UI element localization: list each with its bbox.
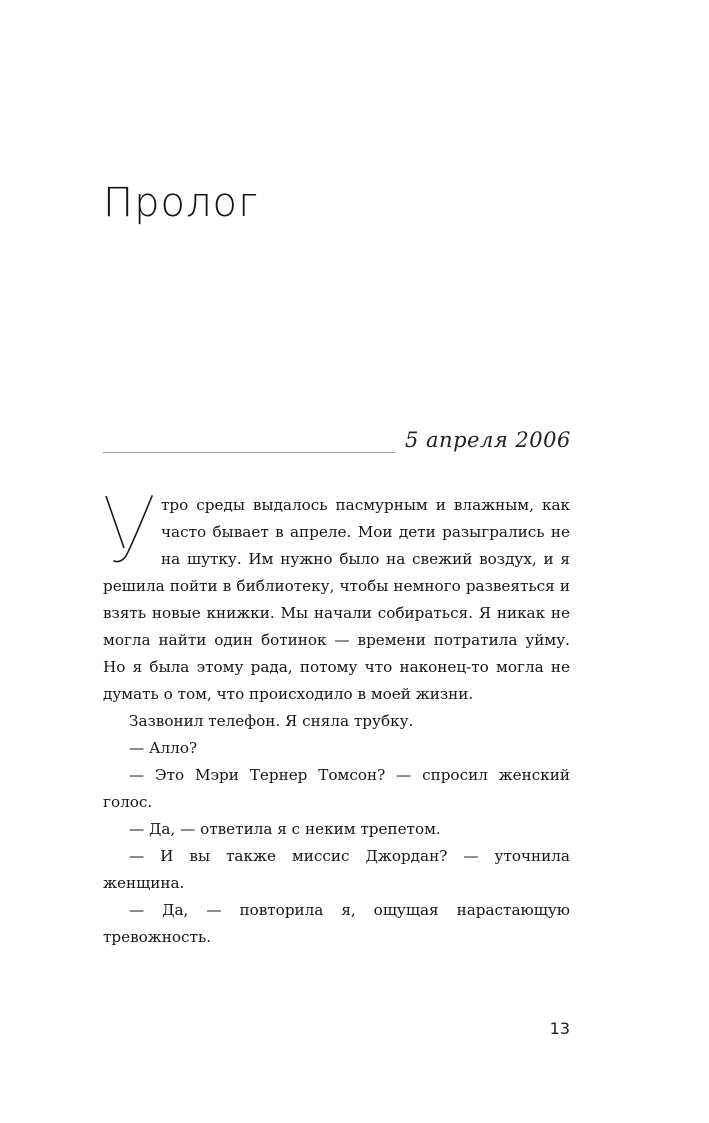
- first-paragraph-text: тро среды выдалось пасмурным и влажным, как часто бывает в апреле. Мои дети разыгрались не на шутку. Им нужно было на свежий воздух, и я решила пойти в библиотеку, чтобы немного развеяться и взять новые книжки. Мы начали собираться. Я никак не могла найти один ботинок — времени потратила уйму. Но я была этому рада, потому что наконец-то могла не думать о том, что происходило в моей жизни.: [103, 496, 570, 703]
- paragraph: — Это Мэри Тернер Томсон? — спросил женский голос.: [103, 766, 570, 811]
- first-paragraph: [103, 492, 570, 708]
- paragraph: — И вы также миссис Джордан? — уточнила женщина.: [103, 847, 570, 892]
- page-number: 13: [549, 1019, 570, 1038]
- drop-cap: [103, 492, 155, 573]
- chapter-date: 5 апреля 2006: [405, 428, 571, 452]
- date-divider-line: [103, 452, 395, 453]
- paragraph: Зазвонил телефон. Я сняла трубку.: [129, 712, 414, 730]
- chapter-text: [103, 492, 570, 951]
- drop-cap-glyph-icon: [103, 492, 155, 564]
- paragraph: — Да, — ответила я с неким трепетом.: [129, 820, 441, 838]
- paragraph: — Да, — повторила я, ощущая нарастающую тревожность.: [103, 901, 570, 946]
- paragraph: — Алло?: [129, 739, 198, 757]
- chapter-title: Пролог: [103, 180, 259, 226]
